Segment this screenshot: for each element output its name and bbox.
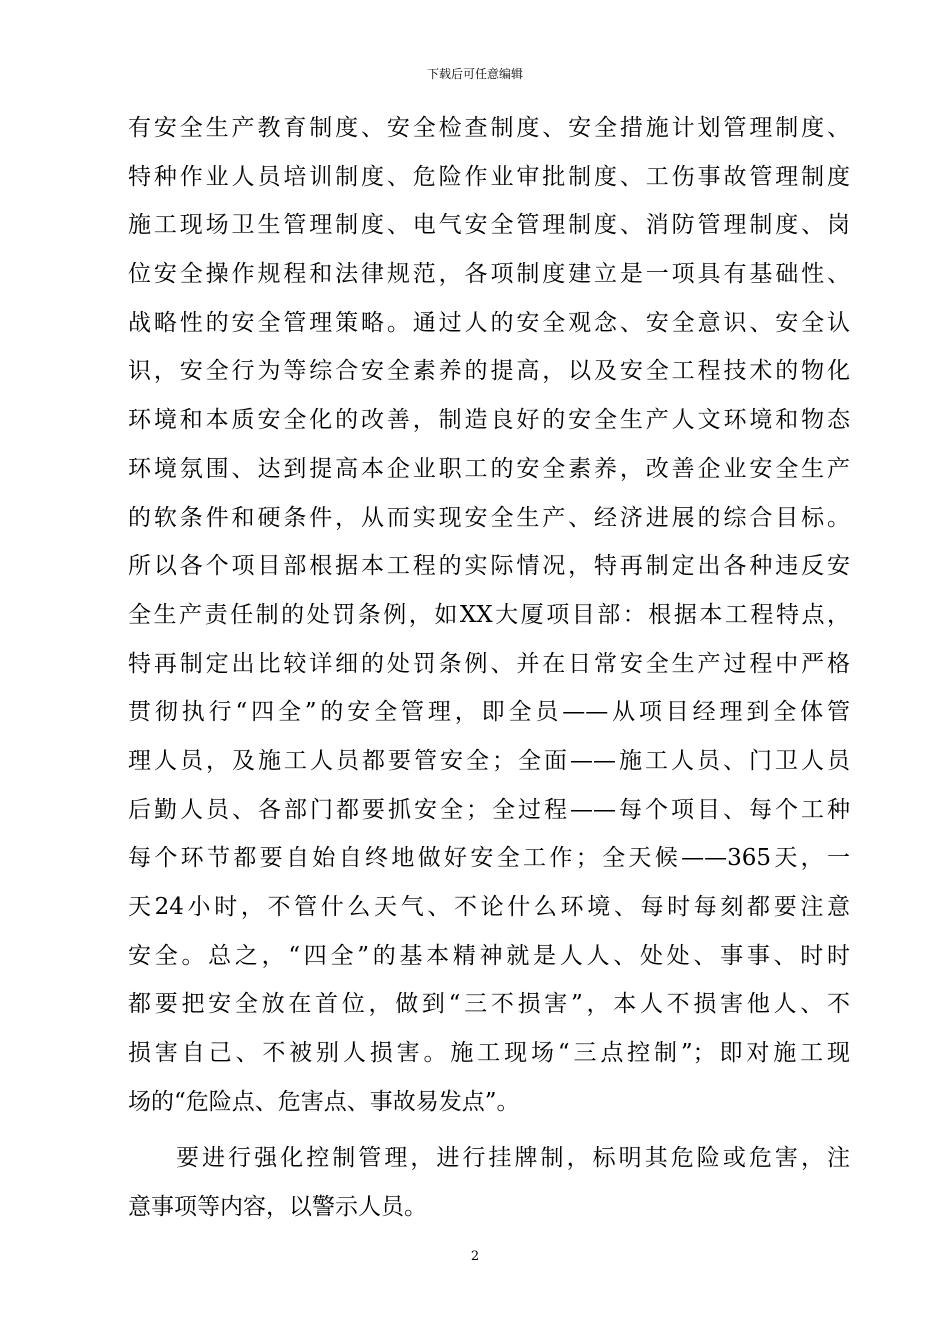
paragraph-line: 环境和本质安全化的改善，制造良好的安全生产人文环境和物态 — [128, 407, 850, 434]
paragraph-line: 识，安全行为等综合安全素养的提高，以及安全工程技术的物化 — [128, 358, 850, 385]
paragraph-line: 都要把安全放在首位，做到“三不损害”，本人不损害他人、不 — [128, 991, 850, 1018]
paragraph-line: 意事项等内容，以警示人员。 — [128, 1194, 427, 1221]
paragraph-line: 的软条件和硬条件，从而实现安全生产、经济进展的综合目标。 — [128, 504, 850, 531]
paragraph-line: 安全。总之，“四全”的基本精神就是人人、处处、事事、时时 — [128, 942, 850, 969]
paragraph-line: 有安全生产教育制度、安全检查制度、安全措施计划管理制度、 — [128, 115, 850, 141]
paragraph-line: 特再制定出比较详细的处罚条例、并在日常安全生产过程中严格 — [128, 650, 850, 677]
paragraph-line: 理人员，及施工人员都要管安全；全面——施工人员、门卫人员 — [128, 747, 850, 774]
paragraph-line: 位安全操作规程和法律规范，各项制度建立是一项具有基础性、 — [128, 261, 850, 288]
paragraph-line: 全生产责任制的处罚条例，如XX大厦项目部：根据本工程特点， — [128, 601, 850, 628]
paragraph-line: 损害自己、不被别人损害。施工现场“三点控制”；即对施工现 — [128, 1040, 850, 1067]
paragraph-line: 贯彻执行“四全”的安全管理，即全员——从项目经理到全体管 — [128, 699, 850, 726]
paragraph-line: 后勤人员、各部门都要抓安全；全过程——每个项目、每个工种 — [128, 796, 850, 823]
page-header: 下载后可任意编辑 — [426, 67, 523, 81]
paragraph-line: 环境氛围、达到提高本企业职工的安全素养，改善企业安全生产 — [128, 455, 850, 482]
paragraph-line: 每个环节都要自始自终地做好安全工作；全天候——365天，一 — [128, 845, 850, 872]
paragraph-line: 施工现场卫生管理制度、电气安全管理制度、消防管理制度、岗 — [128, 212, 850, 239]
paragraph-line: 天24小时，不管什么天气、不论什么环境、每时每刻都要注意 — [128, 894, 850, 920]
paragraph-spacer — [128, 1126, 850, 1134]
page-number: 2 — [470, 1249, 480, 1264]
paragraph-line: 要进行强化控制管理，进行挂牌制，标明其危险或危害，注 — [176, 1145, 850, 1172]
body-text — [128, 104, 850, 1232]
paragraph-line: 所以各个项目部根据本工程的实际情况，特再制定出各种违反安 — [128, 553, 850, 580]
paragraph-line: 特种作业人员培训制度、危险作业审批制度、工伤事故管理制度 — [128, 163, 850, 190]
paragraph-line: 场的“危险点、危害点、事故易发点”。 — [128, 1088, 520, 1115]
paragraph-line: 战略性的安全管理策略。通过人的安全观念、安全意识、安全认 — [128, 309, 850, 336]
